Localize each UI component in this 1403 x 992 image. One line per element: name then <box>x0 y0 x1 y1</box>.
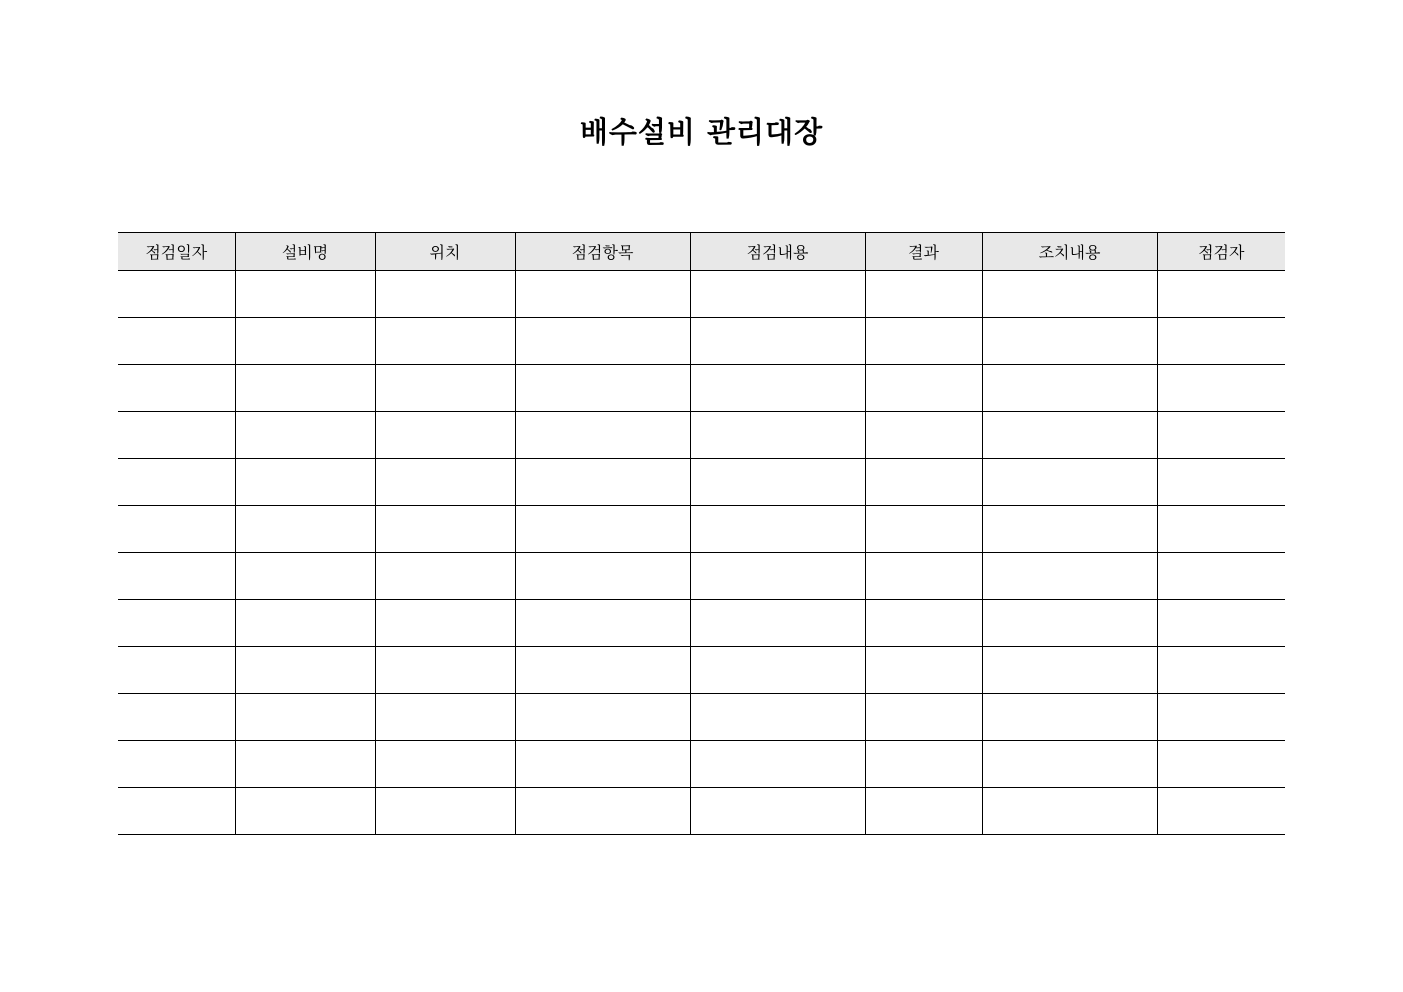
table-cell[interactable] <box>865 271 982 318</box>
table-cell[interactable] <box>235 318 375 365</box>
table-cell[interactable] <box>982 459 1157 506</box>
table-cell[interactable] <box>690 694 865 741</box>
table-row <box>118 694 1285 741</box>
table-cell[interactable] <box>515 271 690 318</box>
table-cell[interactable] <box>1157 788 1285 835</box>
column-header-result: 결과 <box>865 233 982 271</box>
table-cell[interactable] <box>118 412 235 459</box>
table-row <box>118 553 1285 600</box>
table-cell[interactable] <box>982 553 1157 600</box>
table-body <box>118 271 1285 835</box>
table-row <box>118 600 1285 647</box>
table-cell[interactable] <box>865 647 982 694</box>
table-cell[interactable] <box>375 600 515 647</box>
table-cell[interactable] <box>1157 412 1285 459</box>
table-cell[interactable] <box>690 318 865 365</box>
table-cell[interactable] <box>515 788 690 835</box>
table-cell[interactable] <box>865 553 982 600</box>
table-cell[interactable] <box>1157 553 1285 600</box>
table-cell[interactable] <box>375 506 515 553</box>
table-cell[interactable] <box>118 318 235 365</box>
table-cell[interactable] <box>375 694 515 741</box>
table-cell[interactable] <box>982 318 1157 365</box>
table-row <box>118 365 1285 412</box>
table-cell[interactable] <box>982 600 1157 647</box>
table-cell[interactable] <box>118 741 235 788</box>
table-cell[interactable] <box>235 788 375 835</box>
table-cell[interactable] <box>690 553 865 600</box>
table-cell[interactable] <box>1157 271 1285 318</box>
table-cell[interactable] <box>118 459 235 506</box>
table-cell[interactable] <box>375 459 515 506</box>
table-row <box>118 506 1285 553</box>
column-header-inspection-date: 점검일자 <box>118 233 235 271</box>
column-header-location: 위치 <box>375 233 515 271</box>
table-row <box>118 741 1285 788</box>
table-cell[interactable] <box>982 271 1157 318</box>
document-title: 배수설비 관리대장 <box>579 115 824 149</box>
table-cell[interactable] <box>865 318 982 365</box>
column-header-inspector: 점검자 <box>1157 233 1285 271</box>
drainage-ledger-table <box>118 232 1285 835</box>
table-cell[interactable] <box>690 271 865 318</box>
table-cell[interactable] <box>865 694 982 741</box>
table-row <box>118 318 1285 365</box>
column-header-inspection-details: 점검내용 <box>690 233 865 271</box>
table-cell[interactable] <box>690 647 865 694</box>
table-cell[interactable] <box>1157 506 1285 553</box>
table-row <box>118 647 1285 694</box>
table-cell[interactable] <box>375 412 515 459</box>
table-cell[interactable] <box>1157 459 1285 506</box>
table-cell[interactable] <box>865 788 982 835</box>
table-cell[interactable] <box>235 506 375 553</box>
table-cell[interactable] <box>375 553 515 600</box>
table-cell[interactable] <box>690 365 865 412</box>
table-cell[interactable] <box>118 647 235 694</box>
table-cell[interactable] <box>865 741 982 788</box>
column-header-inspection-item: 점검항목 <box>515 233 690 271</box>
table-cell[interactable] <box>690 600 865 647</box>
table-cell[interactable] <box>515 647 690 694</box>
column-header-equipment-name: 설비명 <box>235 233 375 271</box>
table-row <box>118 459 1285 506</box>
table-header-row <box>118 233 1285 271</box>
table-cell[interactable] <box>1157 600 1285 647</box>
table-cell[interactable] <box>865 412 982 459</box>
table-cell[interactable] <box>515 553 690 600</box>
table-cell[interactable] <box>690 412 865 459</box>
table-cell[interactable] <box>118 788 235 835</box>
table-cell[interactable] <box>865 506 982 553</box>
table-cell[interactable] <box>118 694 235 741</box>
table-cell[interactable] <box>690 506 865 553</box>
table-cell[interactable] <box>235 741 375 788</box>
table-cell[interactable] <box>515 412 690 459</box>
table-cell[interactable] <box>1157 365 1285 412</box>
table-cell[interactable] <box>982 506 1157 553</box>
table-cell[interactable] <box>982 365 1157 412</box>
table-cell[interactable] <box>375 318 515 365</box>
table-cell[interactable] <box>865 365 982 412</box>
table-cell[interactable] <box>375 741 515 788</box>
table-cell[interactable] <box>982 412 1157 459</box>
table-cell[interactable] <box>1157 694 1285 741</box>
table-cell[interactable] <box>515 318 690 365</box>
table-cell[interactable] <box>118 271 235 318</box>
table-cell[interactable] <box>375 647 515 694</box>
table-cell[interactable] <box>235 647 375 694</box>
table-cell[interactable] <box>515 600 690 647</box>
table-cell[interactable] <box>118 553 235 600</box>
table-cell[interactable] <box>235 271 375 318</box>
table-cell[interactable] <box>1157 318 1285 365</box>
table-cell[interactable] <box>375 365 515 412</box>
table-cell[interactable] <box>982 647 1157 694</box>
table-cell[interactable] <box>235 412 375 459</box>
table-row <box>118 271 1285 318</box>
table-cell[interactable] <box>235 600 375 647</box>
table-cell[interactable] <box>515 365 690 412</box>
table-cell[interactable] <box>235 694 375 741</box>
table-cell[interactable] <box>982 694 1157 741</box>
table-row <box>118 788 1285 835</box>
table-cell[interactable] <box>1157 647 1285 694</box>
table-cell[interactable] <box>118 506 235 553</box>
table-row <box>118 412 1285 459</box>
table-cell[interactable] <box>235 459 375 506</box>
table-cell[interactable] <box>865 459 982 506</box>
table-cell[interactable] <box>235 365 375 412</box>
table-cell[interactable] <box>690 741 865 788</box>
table-cell[interactable] <box>1157 741 1285 788</box>
table-cell[interactable] <box>118 365 235 412</box>
table-cell[interactable] <box>982 788 1157 835</box>
table-cell[interactable] <box>690 788 865 835</box>
table-cell[interactable] <box>515 459 690 506</box>
table-cell[interactable] <box>515 506 690 553</box>
table-cell[interactable] <box>515 741 690 788</box>
table-cell[interactable] <box>375 788 515 835</box>
table-cell[interactable] <box>982 741 1157 788</box>
table-cell[interactable] <box>375 271 515 318</box>
table-cell[interactable] <box>690 459 865 506</box>
table-cell[interactable] <box>865 600 982 647</box>
table-cell[interactable] <box>118 600 235 647</box>
table-cell[interactable] <box>515 694 690 741</box>
column-header-action-taken: 조치내용 <box>982 233 1157 271</box>
table-cell[interactable] <box>235 553 375 600</box>
